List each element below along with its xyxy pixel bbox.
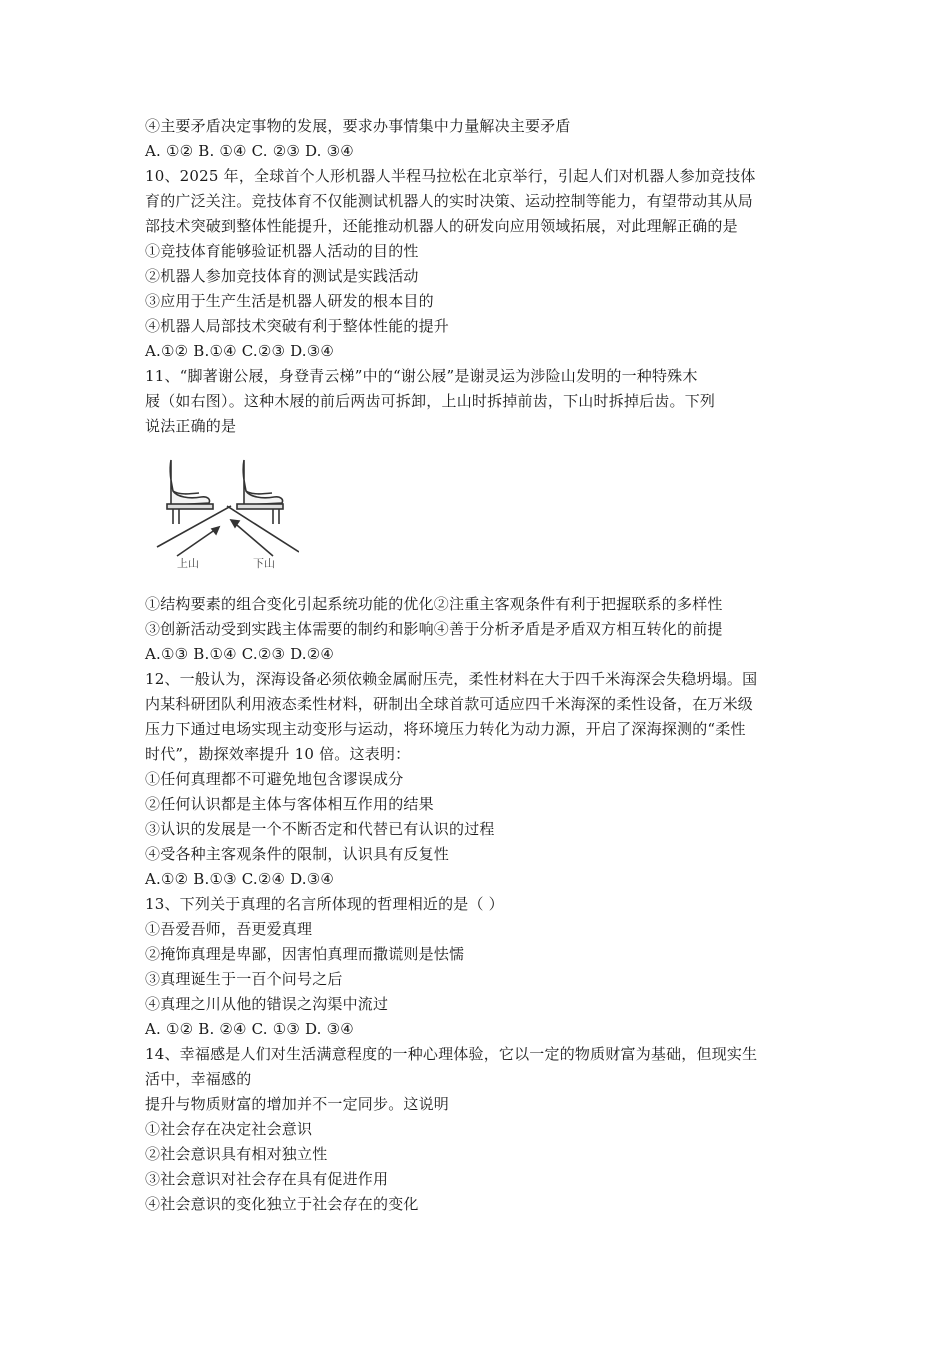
text-line: A. ①② B. ②④ C. ①③ D. ③④: [145, 1020, 354, 1038]
downhill-clog-drawing: [227, 460, 299, 556]
text-line: 11、“脚著谢公屐，身登青云梯”中的“谢公屐”是谢灵运为涉险山发明的一种特殊木: [145, 367, 698, 385]
text-line: ④社会意识的变化独立于社会存在的变化: [145, 1195, 419, 1213]
text-line: A.①③ B.①④ C.②③ D.②④: [145, 645, 335, 663]
text-line: A. ①② B. ①④ C. ②③ D. ③④: [145, 142, 354, 160]
text-line: ②任何认识都是主体与客体相互作用的结果: [145, 795, 434, 813]
label-downhill: 下山: [253, 557, 275, 570]
text-line: 育的广泛关注。竞技体育不仅能测试机器人的实时决策、运动控制等能力，有望带动其从局: [145, 192, 754, 210]
text-line: ③应用于生产生活是机器人研发的根本目的: [145, 292, 434, 310]
text-line: ①竞技体育能够验证机器人活动的目的性: [145, 242, 419, 260]
text-block-top: [145, 114, 815, 439]
text-line: ①任何真理都不可避免地包含谬误成分: [145, 770, 404, 788]
text-line: ③认识的发展是一个不断否定和代替已有认识的过程: [145, 820, 495, 838]
wooden-clogs-figure: [145, 457, 815, 589]
text-line: ②社会意识具有相对独立性: [145, 1145, 328, 1163]
text-line: ①结构要素的组合变化引起系统功能的优化②注重主客观条件有利于把握联系的多样性: [145, 595, 723, 613]
text-line: ③社会意识对社会存在具有促进作用: [145, 1170, 389, 1188]
text-line: ①吾爱吾师，吾更爱真理: [145, 920, 313, 938]
text-block-bottom: [145, 592, 815, 1217]
text-line: ②掩饰真理是卑鄙，因害怕真理而撒谎则是怯懦: [145, 945, 465, 963]
text-line: 部技术突破到整体性能提升，还能推动机器人的研发向应用领域拓展，对此理解正确的是: [145, 217, 738, 235]
text-line: 屐（如右图）。这种木屐的前后两齿可拆卸，上山时拆掉前齿，下山时拆掉后齿。下列: [145, 392, 716, 410]
text-line: ④机器人局部技术突破有利于整体性能的提升: [145, 317, 450, 335]
text-line: 13、下列关于真理的名言所体现的哲理相近的是（ ）: [145, 895, 504, 913]
text-line: A.①② B.①④ C.②③ D.③④: [145, 342, 335, 360]
text-line: A.①② B.①③ C.②④ D.③④: [145, 870, 335, 888]
label-uphill: 上山: [177, 557, 199, 570]
text-line: 说法正确的是: [145, 417, 237, 435]
text-line: ④主要矛盾决定事物的发展，要求办事情集中力量解决主要矛盾: [145, 117, 571, 135]
text-line: 12、一般认为，深海设备必须依赖金属耐压壳，柔性材料在大于四千米海深会失稳坍塌。国: [145, 670, 758, 688]
text-line: 活中，幸福感的: [145, 1070, 252, 1088]
text-line: ③创新活动受到实践主体需要的制约和影响④善于分析矛盾是矛盾双方相互转化的前提: [145, 620, 723, 638]
text-line: 压力下通过电场实现主动变形与运动，将环境压力转化为动力源，开启了深海探测的“柔性: [145, 720, 746, 738]
text-line: 时代”，勘探效率提升 10 倍。这表明：: [145, 745, 411, 763]
text-line: 提升与物质财富的增加并不一定同步。这说明: [145, 1095, 450, 1113]
text-line: 内某科研团队利用液态柔性材料，研制出全球首款可适应四千米海深的柔性设备，在万米级: [145, 695, 754, 713]
text-line: ③真理诞生于一百个问号之后: [145, 970, 343, 988]
text-line: ①社会存在决定社会意识: [145, 1120, 313, 1138]
clogs-illustration: [149, 457, 299, 571]
text-line: 10、2025 年，全球首个人形机器人半程马拉松在北京举行，引起人们对机器人参加竞技体: [145, 167, 756, 185]
text-line: ②机器人参加竞技体育的测试是实践活动: [145, 267, 419, 285]
text-line: 14、幸福感是人们对生活满意程度的一种心理体验，它以一定的物质财富为基础，但现实生: [145, 1045, 758, 1063]
text-line: ④受各种主客观条件的限制，认识具有反复性: [145, 845, 450, 863]
uphill-clog-drawing: [157, 460, 231, 556]
exam-page: [145, 114, 815, 1217]
text-line: ④真理之川从他的错误之沟渠中流过: [145, 995, 389, 1013]
